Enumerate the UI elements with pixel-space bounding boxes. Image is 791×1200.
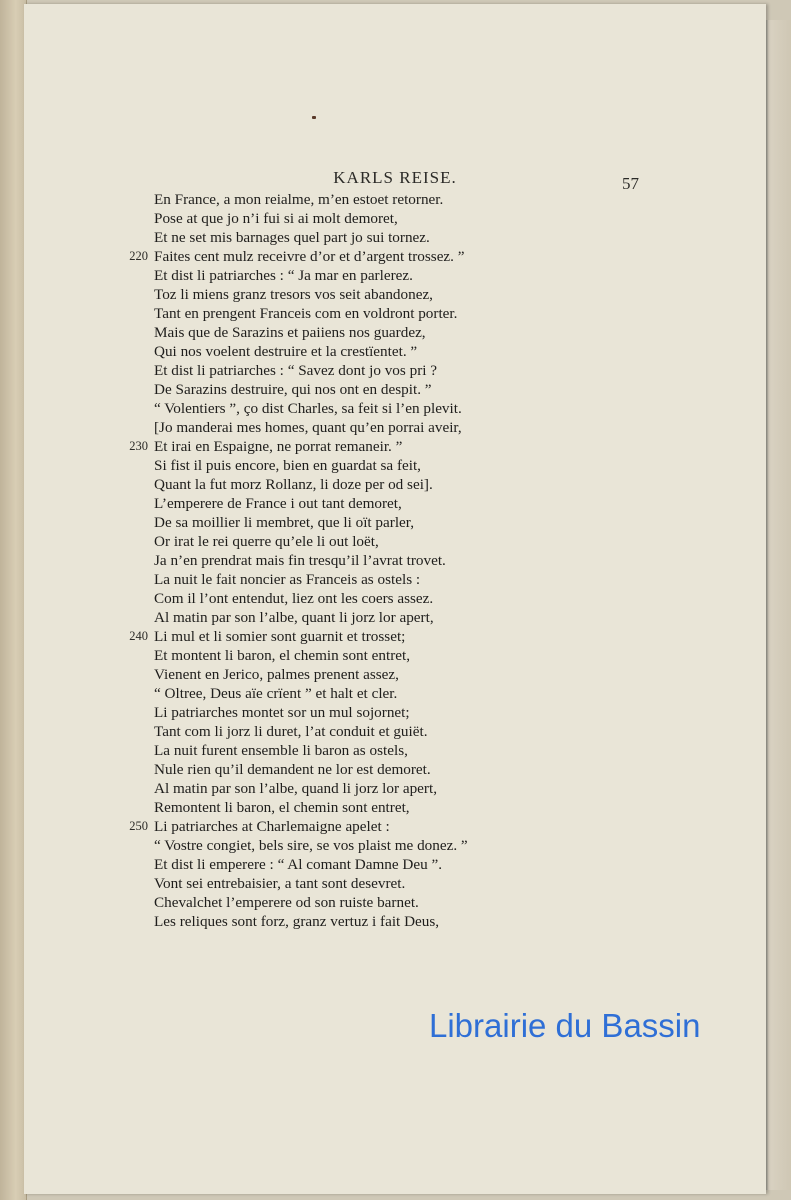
verse-text: Com il l’ont entendut, liez ont les coers assez.: [154, 590, 434, 607]
verse-text: La nuit furent ensemble li baron as ostels,: [154, 742, 408, 759]
verse-line: [120, 228, 560, 247]
verse-text: Et montent li baron, el chemin sont entret,: [154, 647, 411, 664]
verse-line: [120, 779, 560, 798]
verse-text: “ Oltree, Deus aïe crïent ” et halt et cler.: [154, 685, 398, 702]
page-stack-edge: [763, 20, 791, 1190]
verse-line: [120, 342, 560, 361]
verse-text: Li patriarches at Charlemaigne apelet :: [154, 818, 390, 835]
verse-line: [120, 399, 560, 418]
verse-line: [120, 304, 560, 323]
verse-line: [120, 798, 560, 817]
verse-line: [120, 285, 560, 304]
verse-line: [120, 722, 560, 741]
verse-line: [120, 494, 560, 513]
running-head: KARLS REISE.: [333, 168, 457, 187]
verse-text: [Jo manderai mes homes, quant qu’en porrai aveir,: [154, 419, 462, 436]
verse-line: [120, 703, 560, 722]
verse-line: [120, 836, 560, 855]
verse-text: Et irai en Espaigne, ne porrat remaneir. ”: [154, 438, 403, 455]
verse-text: Nule rien qu’il demandent ne lor est demoret.: [154, 761, 431, 778]
verse-line: [120, 627, 560, 646]
verse-line: [120, 247, 560, 266]
verse-text: Tant en prengent Franceis com en voldront porter.: [154, 305, 458, 322]
verse-text: Vienent en Jerico, palmes prenent assez,: [154, 666, 399, 683]
verse-line: [120, 456, 560, 475]
verse-text: Toz li miens granz tresors vos seit abandonez,: [154, 286, 433, 303]
ink-speck: [312, 116, 316, 119]
verse-line: [120, 646, 560, 665]
verse-line: [120, 741, 560, 760]
verse-line: [120, 570, 560, 589]
verse-text: Mais que de Sarazins et paiiens nos guardez,: [154, 324, 426, 341]
verse-line: [120, 874, 560, 893]
verse-text: Li patriarches montet sor un mul sojornet;: [154, 704, 410, 721]
verse-text: Remontent li baron, el chemin sont entret,: [154, 799, 410, 816]
book-gutter-edge: [0, 0, 27, 1200]
verse-text: Al matin par son l’albe, quand li jorz lor apert,: [154, 780, 437, 797]
line-number: 240: [129, 629, 148, 643]
verse-text: Quant la fut morz Rollanz, li doze per od sei].: [154, 476, 433, 493]
verse-line: [120, 589, 560, 608]
verse-text: Et dist li patriarches : “ Savez dont jo vos pri ?: [154, 362, 438, 379]
verse-line: [120, 608, 560, 627]
verse-text: En France, a mon reialme, m’en estoet retorner.: [154, 191, 444, 208]
verse-line: [120, 817, 560, 836]
verse-line: [120, 361, 560, 380]
verse-line: [120, 323, 560, 342]
verse-text: Vont sei entrebaisier, a tant sont desevret.: [154, 875, 406, 892]
verse-text: La nuit le fait noncier as Franceis as ostels :: [154, 571, 421, 588]
verse-line: [120, 380, 560, 399]
verse-text: Li mul et li somier sont guarnit et trosset;: [154, 628, 406, 645]
verse-text: Pose at que jo n’i fui si ai molt demoret,: [154, 210, 398, 227]
verse-text: Si fist il puis encore, bien en guardat sa feit,: [154, 457, 421, 474]
verse-text: L’emperere de France i out tant demoret,: [154, 495, 402, 512]
verse-text: Ja n’en prendrat mais fin tresqu’il l’avrat trovet.: [154, 552, 446, 569]
verse-line: [120, 437, 560, 456]
verse-line: [120, 190, 560, 209]
verse-block: [120, 190, 560, 931]
verse-text: Et dist li patriarches : “ Ja mar en parlerez.: [154, 267, 413, 284]
verse-line: [120, 893, 560, 912]
verse-text: Al matin par son l’albe, quant li jorz lor apert,: [154, 609, 434, 626]
verse-line: [120, 855, 560, 874]
watermark: Librairie du Bassin: [429, 1007, 701, 1044]
verse-text: Et ne set mis barnages quel part jo sui tornez.: [154, 229, 430, 246]
verse-line: [120, 513, 560, 532]
verse-line: [120, 760, 560, 779]
line-number: 230: [129, 439, 148, 453]
verse-text: “ Volentiers ”, ço dist Charles, sa feit si l’en plevit.: [154, 400, 462, 417]
verse-line: [120, 551, 560, 570]
line-number: 250: [129, 819, 148, 833]
verse-line: [120, 684, 560, 703]
verse-line: [120, 209, 560, 228]
page-number: 57: [622, 174, 639, 193]
verse-text: Tant com li jorz li duret, l’at conduit et guiët.: [154, 723, 428, 740]
book-page: [24, 4, 766, 1194]
verse-text: Or irat le rei querre qu’ele li out loët,: [154, 533, 379, 550]
verse-line: [120, 266, 560, 285]
verse-text: Qui nos voelent destruire et la crestïentet. ”: [154, 343, 418, 360]
verse-text: Les reliques sont forz, granz vertuz i fait Deus,: [154, 913, 440, 930]
verse-line: [120, 532, 560, 551]
verse-text: De Sarazins destruire, qui nos ont en despit. ”: [154, 381, 432, 398]
line-number: 220: [129, 249, 148, 263]
verse-line: [120, 665, 560, 684]
verse-text: Chevalchet l’emperere od son ruiste barnet.: [154, 894, 419, 911]
verse-text: De sa moillier li membret, que li oït parler,: [154, 514, 415, 531]
verse-line: [120, 418, 560, 437]
verse-line: [120, 475, 560, 494]
verse-text: “ Vostre congiet, bels sire, se vos plaist me donez. ”: [154, 837, 468, 854]
verse-text: Et dist li emperere : “ Al comant Damne Deu ”.: [154, 856, 443, 873]
verse-text: Faites cent mulz receivre d’or et d’argent trossez. ”: [154, 248, 465, 265]
verse-line: [120, 912, 560, 931]
